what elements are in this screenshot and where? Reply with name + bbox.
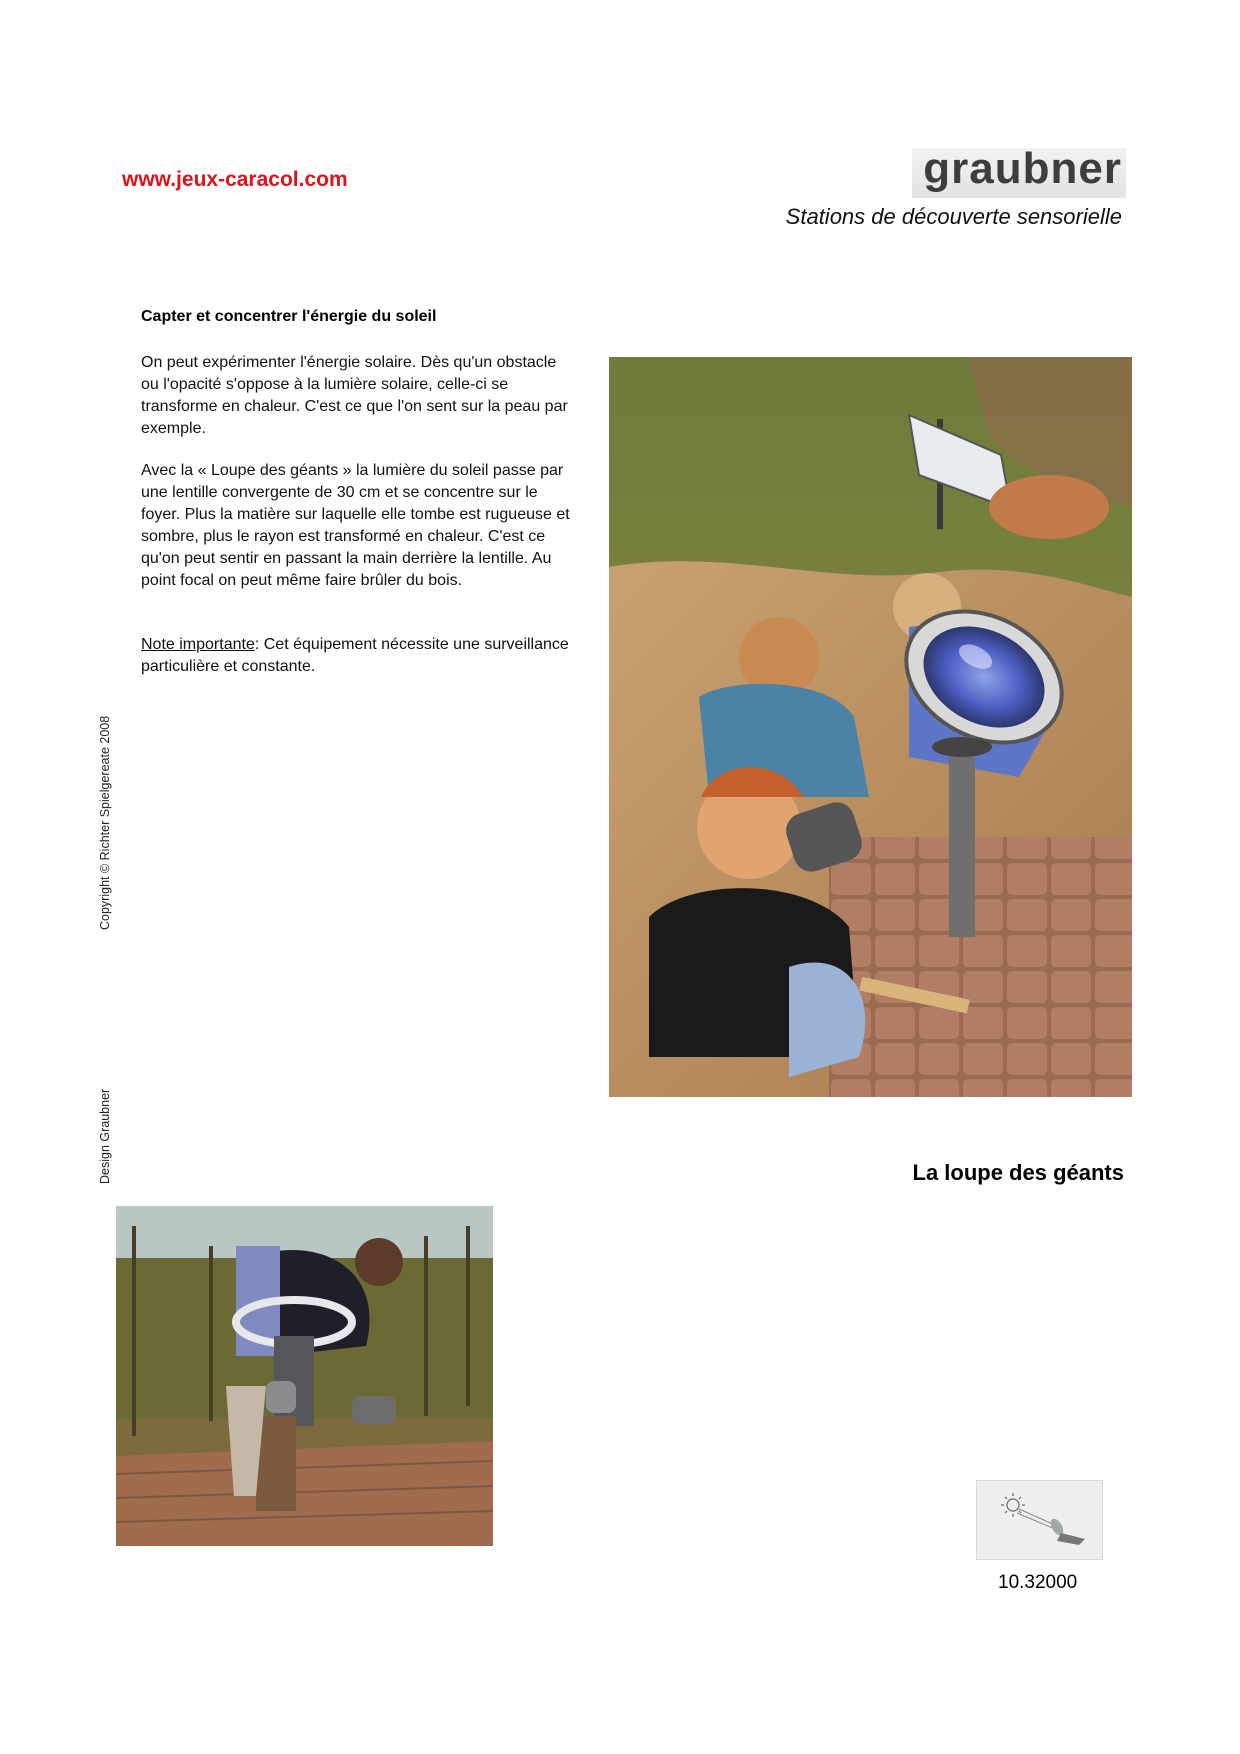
design-credit: Design Graubner [98, 1088, 112, 1184]
note-text: : Cet équipement nécessite une surveillance particulière et constante. [141, 636, 569, 675]
paragraph-description: Avec la « Loupe des géants » la lumière du soleil passe par une lentille convergente de 30 cm et se concentre sur le foyer. Plus la matière sur laquelle elle tombe est rugueuse et sombre, plus le rayon est transformé en chaleur. C'est ce qu'on peut sentir en passant la main derrière la lentille. Au point focal on peut même faire brûler du bois. [141, 462, 570, 589]
main-photo-giant-lens [609, 357, 1132, 1097]
product-code: 10.32000 [998, 1572, 1078, 1593]
brand-logo [912, 144, 1126, 198]
important-note [141, 634, 573, 678]
paragraph-intro: On peut expérimenter l'énergie solaire. Dès qu'un obstacle ou l'opacité s'oppose à la lumière solaire, celle-ci se transforme en chaleur. C'est ce que l'on sent sur la peau par exemple. [141, 354, 568, 437]
copyright-credit: Copyright © Richter Spielgereate 2008 [98, 715, 112, 930]
site-url[interactable]: www.jeux-caracol.com [122, 168, 348, 191]
product-name: La loupe des géants [912, 1160, 1124, 1185]
sun-icon [1001, 1493, 1025, 1517]
section-heading: Capter et concentrer l'énergie du soleil [141, 308, 437, 325]
page-subtitle: Stations de découverte sensorielle [785, 204, 1122, 229]
secondary-photo-child-using-lens [116, 1206, 493, 1546]
lens-diagram-thumbnail [976, 1480, 1103, 1560]
note-label: Note importante [141, 636, 255, 653]
brand-name: graubner [923, 144, 1122, 193]
